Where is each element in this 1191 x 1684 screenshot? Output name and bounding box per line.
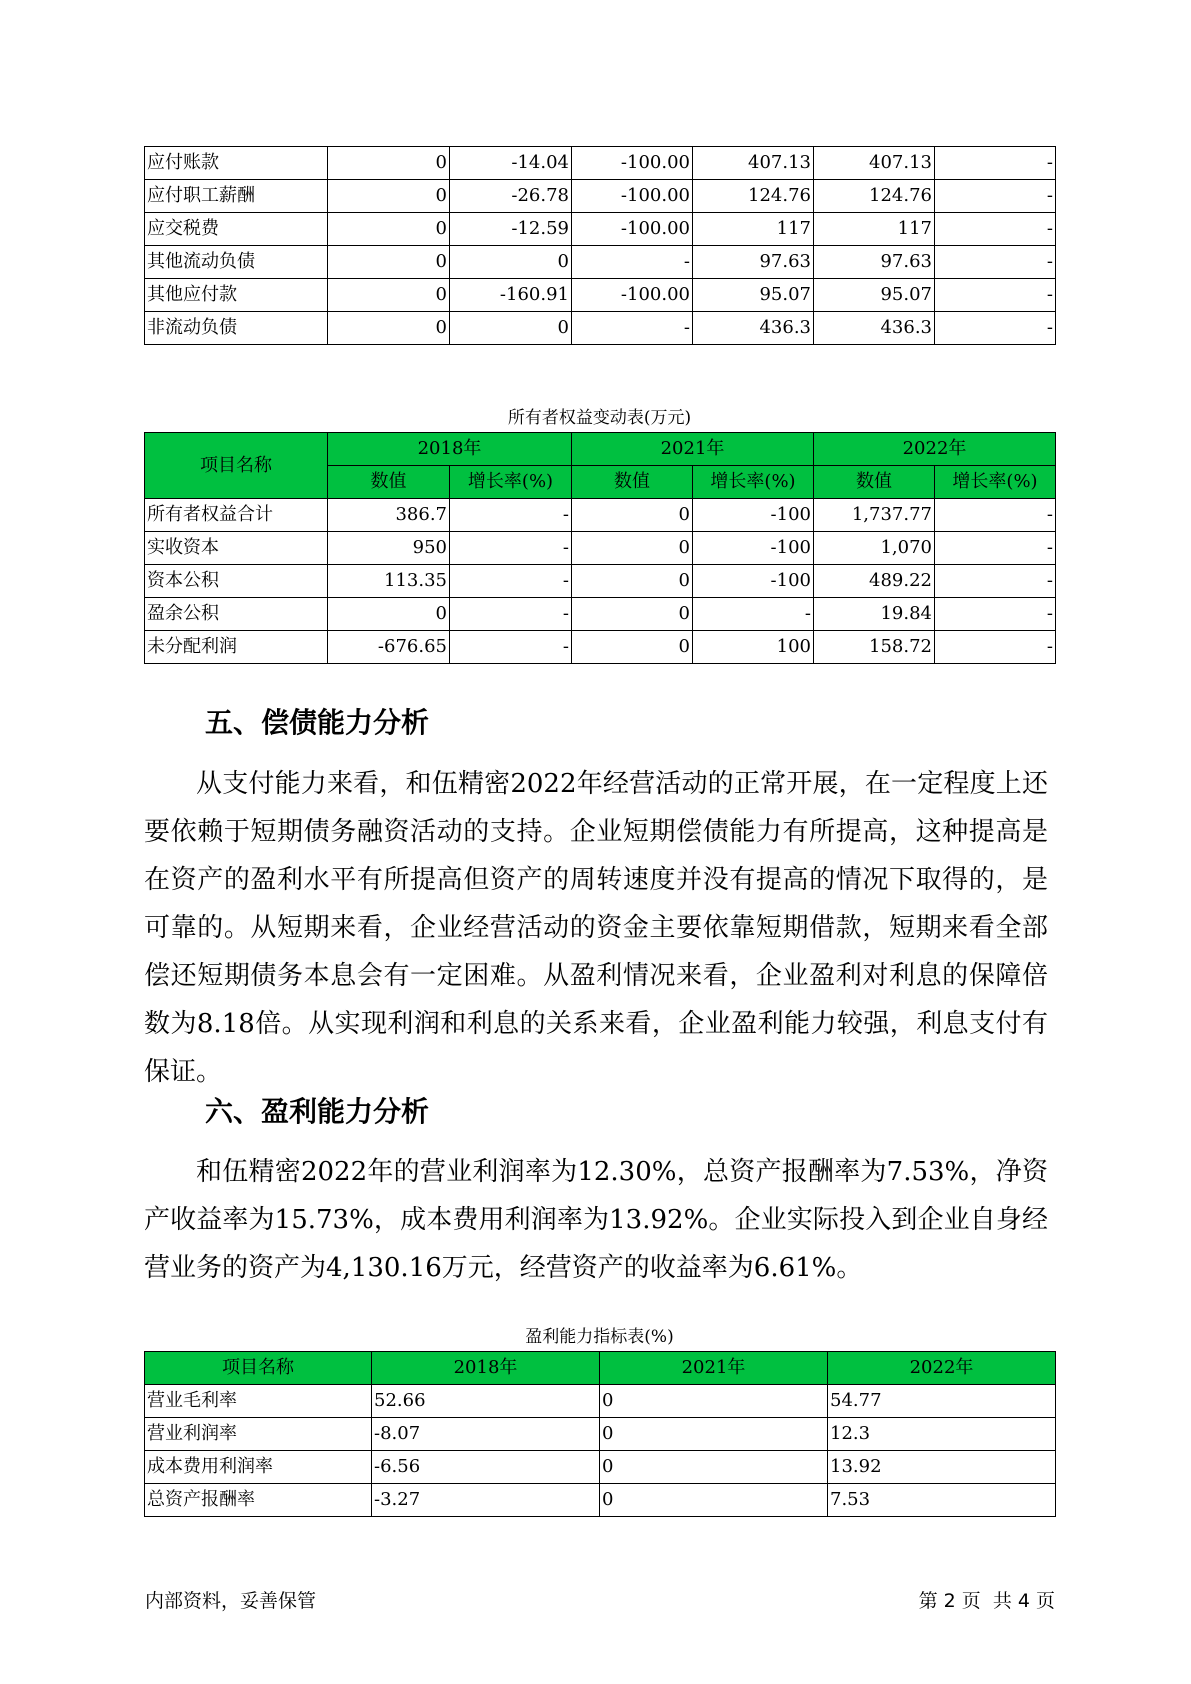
section-paragraph: 从支付能力来看，和伍精密2022年经营活动的正常开展，在一定程度上还要依赖于短期债务融资活动的支持。企业短期偿债能力有所提高，这种提高是在资产的盈利水平有所提高但资产的周转速度并没有提高的情况下取得的，是可靠的。从短期来看，企业经营活动的资金主要依靠短期借款，短期来看全部偿还短期债务本息会有一定困难。从盈利情况来看，企业盈利对利息的保障倍数为8.18倍。从实现利润和利息的关系来看，企业盈利能力较强，利息支付有保证。 — [144, 769, 1048, 1087]
header-growth: 增长率(%) — [693, 466, 814, 499]
table-cell: - — [935, 631, 1056, 664]
table-cell: - — [935, 147, 1056, 180]
table-cell: 489.22 — [814, 565, 935, 598]
table-cell: -6.56 — [372, 1451, 600, 1484]
table-cell: 95.07 — [693, 279, 814, 312]
table-cell: - — [935, 565, 1056, 598]
table-cell: - — [450, 532, 572, 565]
table-cell: - — [935, 499, 1056, 532]
table-cell: 54.77 — [828, 1385, 1056, 1418]
table-cell: 0 — [328, 180, 450, 213]
row-label: 成本费用利润率 — [145, 1451, 372, 1484]
header-year: 2022年 — [828, 1352, 1056, 1385]
header-value: 数值 — [328, 466, 450, 499]
row-label: 其他流动负债 — [145, 246, 328, 279]
table-cell: 19.84 — [814, 598, 935, 631]
header-item-name: 项目名称 — [145, 433, 328, 499]
table-row — [145, 631, 1056, 664]
table-cell: -14.04 — [450, 147, 572, 180]
table-cell: - — [450, 598, 572, 631]
table-cell: 0 — [600, 1418, 828, 1451]
table-cell: - — [935, 312, 1056, 345]
table-cell: 1,737.77 — [814, 499, 935, 532]
table-cell: 124.76 — [814, 180, 935, 213]
table-cell: - — [450, 565, 572, 598]
row-label: 其他应付款 — [145, 279, 328, 312]
table-row — [145, 499, 1056, 532]
table-row — [145, 1418, 1056, 1451]
table-header-row — [145, 433, 1056, 466]
table-cell: - — [935, 279, 1056, 312]
header-growth: 增长率(%) — [935, 466, 1056, 499]
header-growth: 增长率(%) — [450, 466, 572, 499]
row-label: 营业毛利率 — [145, 1385, 372, 1418]
header-year: 2021年 — [572, 433, 814, 466]
table-row — [145, 1484, 1056, 1517]
table-cell: 117 — [814, 213, 935, 246]
row-label: 应交税费 — [145, 213, 328, 246]
table-cell: 0 — [572, 532, 693, 565]
table-cell: 0 — [572, 631, 693, 664]
table-cell: -100 — [693, 565, 814, 598]
table-row — [145, 147, 1056, 180]
section-paragraph: 和伍精密2022年的营业利润率为12.30%，总资产报酬率为7.53%，净资产收益率为15.73%，成本费用利润率为13.92%。企业实际投入到企业自身经营业务的资产为4,130.16万元，经营资产的收益率为6.61%。 — [144, 1157, 1048, 1283]
table-cell: 0 — [600, 1385, 828, 1418]
table-cell: - — [935, 213, 1056, 246]
table-cell: 12.3 — [828, 1418, 1056, 1451]
row-label: 应付账款 — [145, 147, 328, 180]
table-row — [145, 598, 1056, 631]
header-year: 2021年 — [600, 1352, 828, 1385]
table-cell: 0 — [450, 312, 572, 345]
table-cell: 52.66 — [372, 1385, 600, 1418]
table-cell: 7.53 — [828, 1484, 1056, 1517]
table-row — [145, 565, 1056, 598]
table-cell: 407.13 — [814, 147, 935, 180]
table-cell: -676.65 — [328, 631, 450, 664]
profit-table — [144, 1351, 1056, 1517]
table-cell: 124.76 — [693, 180, 814, 213]
row-label: 营业利润率 — [145, 1418, 372, 1451]
table-cell: 0 — [328, 147, 450, 180]
table-row — [145, 532, 1056, 565]
liability-table — [144, 146, 1056, 345]
table-row — [145, 1385, 1056, 1418]
table-cell: -26.78 — [450, 180, 572, 213]
equity-table-caption: 所有者权益变动表(万元) — [507, 408, 692, 428]
table-cell: -100 — [693, 499, 814, 532]
table-cell: -12.59 — [450, 213, 572, 246]
table-cell: 0 — [600, 1484, 828, 1517]
row-label: 盈余公积 — [145, 598, 328, 631]
table-cell: 0 — [328, 246, 450, 279]
table-cell: -100.00 — [572, 213, 693, 246]
table-cell: 407.13 — [693, 147, 814, 180]
table-cell: 436.3 — [814, 312, 935, 345]
table-cell: 0 — [328, 312, 450, 345]
table-cell: 1,070 — [814, 532, 935, 565]
table-cell: 386.7 — [328, 499, 450, 532]
table-cell: - — [935, 598, 1056, 631]
table-cell: 0 — [572, 598, 693, 631]
table-cell: -100.00 — [572, 180, 693, 213]
row-label: 总资产报酬率 — [145, 1484, 372, 1517]
table-cell: - — [935, 180, 1056, 213]
table-cell: 113.35 — [328, 565, 450, 598]
header-year: 2018年 — [328, 433, 572, 466]
page-number: 第 2 页 共 4 页 — [918, 1590, 1055, 1612]
equity-table — [144, 432, 1056, 664]
table-cell: 0 — [572, 499, 693, 532]
table-cell: 950 — [328, 532, 450, 565]
table-cell: 0 — [328, 279, 450, 312]
row-label: 实收资本 — [145, 532, 328, 565]
section-heading: 六、盈利能力分析 — [205, 1095, 430, 1128]
table-cell: 0 — [600, 1451, 828, 1484]
table-cell: - — [935, 246, 1056, 279]
table-cell: - — [572, 312, 693, 345]
table-cell: 95.07 — [814, 279, 935, 312]
table-cell: -100.00 — [572, 279, 693, 312]
table-cell: 13.92 — [828, 1451, 1056, 1484]
table-cell: 436.3 — [693, 312, 814, 345]
header-value: 数值 — [814, 466, 935, 499]
table-cell: -8.07 — [372, 1418, 600, 1451]
header-year: 2022年 — [814, 433, 1056, 466]
section-heading: 五、偿债能力分析 — [205, 706, 430, 739]
header-value: 数值 — [572, 466, 693, 499]
table-cell: 0 — [328, 598, 450, 631]
table-cell: -100.00 — [572, 147, 693, 180]
table-cell: 100 — [693, 631, 814, 664]
table-cell: 0 — [572, 565, 693, 598]
table-cell: 117 — [693, 213, 814, 246]
row-label: 资本公积 — [145, 565, 328, 598]
table-cell: - — [450, 631, 572, 664]
table-row — [145, 1451, 1056, 1484]
table-cell: 97.63 — [693, 246, 814, 279]
row-label: 未分配利润 — [145, 631, 328, 664]
table-cell: - — [450, 499, 572, 532]
table-row — [145, 246, 1056, 279]
table-cell: 0 — [328, 213, 450, 246]
table-cell: -100 — [693, 532, 814, 565]
footer-note: 内部资料，妥善保管 — [145, 1590, 317, 1612]
header-item-name: 项目名称 — [145, 1352, 372, 1385]
table-cell: - — [935, 532, 1056, 565]
table-cell: 158.72 — [814, 631, 935, 664]
row-label: 非流动负债 — [145, 312, 328, 345]
table-cell: -160.91 — [450, 279, 572, 312]
table-header-row — [145, 1352, 1056, 1385]
header-year: 2018年 — [372, 1352, 600, 1385]
table-row — [145, 180, 1056, 213]
table-row — [145, 213, 1056, 246]
table-cell: 97.63 — [814, 246, 935, 279]
row-label: 所有者权益合计 — [145, 499, 328, 532]
profit-table-caption: 盈利能力指标表(%) — [525, 1327, 674, 1347]
table-cell: - — [572, 246, 693, 279]
table-row — [145, 279, 1056, 312]
row-label: 应付职工薪酬 — [145, 180, 328, 213]
table-row — [145, 312, 1056, 345]
table-cell: 0 — [450, 246, 572, 279]
table-cell: - — [693, 598, 814, 631]
table-cell: -3.27 — [372, 1484, 600, 1517]
